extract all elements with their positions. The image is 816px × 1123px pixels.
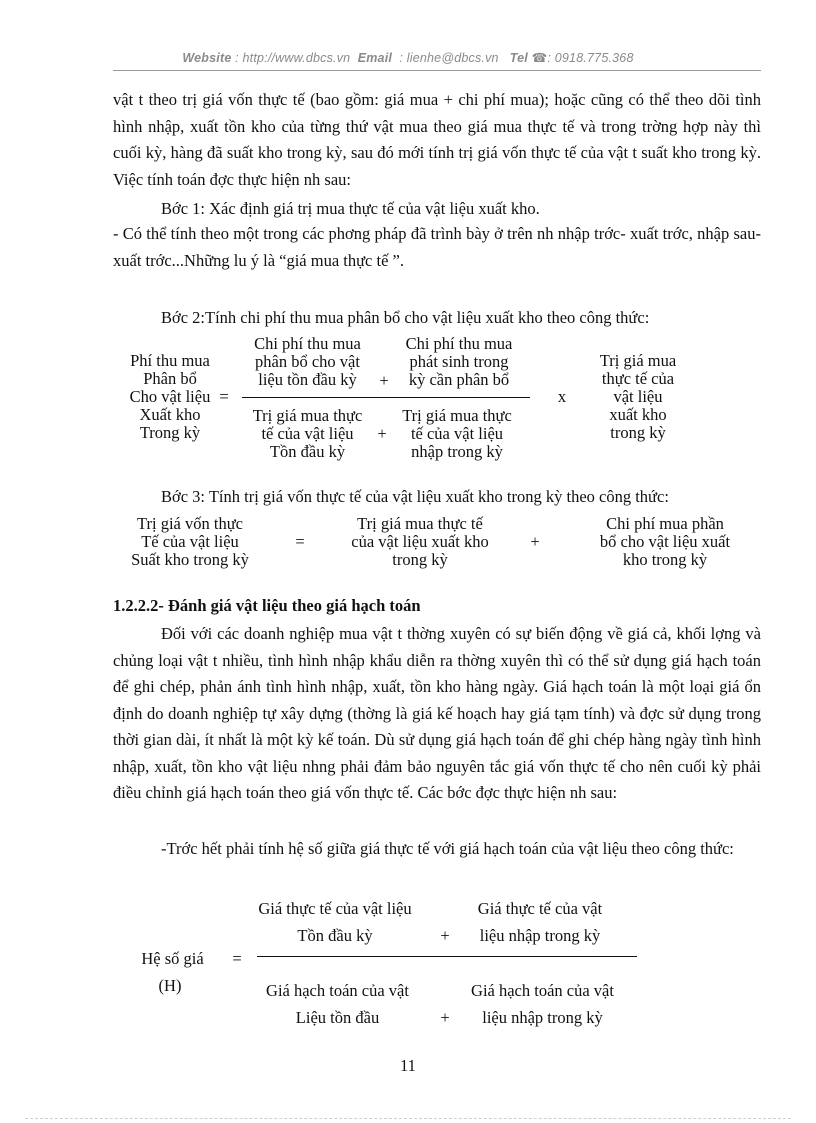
formula1-num-b-line: Chi phí thu mua <box>405 334 513 353</box>
formula2-a-line: Suất kho trong kỳ <box>131 550 249 569</box>
website-value: : http://www.dbcs.vn <box>235 51 351 65</box>
formula1-num-b-line: phát sinh trong <box>409 352 509 371</box>
formula3-left-2: (H) <box>158 976 182 995</box>
formula1-right-line: trong kỳ <box>610 423 666 442</box>
formula2-a-line: Trị giá vốn thực <box>137 514 243 533</box>
formula1-den-a-line: tế của vật liệu <box>261 424 354 443</box>
formula2-c-line: kho trong kỳ <box>622 550 708 569</box>
formula1-left-line: Xuất kho <box>139 405 201 424</box>
formula2-b-line: trong kỳ <box>392 550 448 569</box>
formula1-left-line: Phí thu mua <box>130 351 210 370</box>
formula1-times: x <box>557 387 567 406</box>
formula3-num-a <box>245 895 425 949</box>
formula1-den-b <box>392 407 522 461</box>
formula1-den-a <box>240 407 375 461</box>
formula2-c <box>580 515 750 569</box>
formula2-plus: + <box>530 532 540 551</box>
header-divider <box>113 70 761 71</box>
formula1-equals: = <box>219 387 229 406</box>
formula1-num-b <box>394 335 524 389</box>
footer-divider <box>25 1118 791 1119</box>
formula3-num-plus: + <box>440 926 450 945</box>
formula3-num-b-line: liệu nhập trong kỳ <box>479 926 601 945</box>
formula1-num-a-line: phân bổ cho vật <box>255 352 360 371</box>
formula1-num-a <box>240 335 375 389</box>
formula1-right-line: vật liệu <box>613 387 663 406</box>
formula2-equals: = <box>295 532 305 551</box>
formula2-c-line: Chi phí mua phần <box>606 514 724 533</box>
website-label: Website <box>182 51 232 65</box>
formula1-fraction-bar <box>242 397 530 398</box>
step-2: Bớc 2:Tính chi phí thu mua phân bổ cho vật liệu xuất kho theo công thức: <box>161 308 650 327</box>
formula1-num-a-line: liệu tồn đầu kỳ <box>258 370 357 389</box>
formula2-a <box>110 515 270 569</box>
formula3-num-a-line: Tồn đầu kỳ <box>297 926 373 945</box>
formula3-equals: = <box>232 949 242 968</box>
formula1-den-b-line: Trị giá mua thực <box>402 406 512 425</box>
formula1-den-b-line: tế của vật liệu <box>410 424 504 443</box>
formula1-right-line: thực tế của <box>601 369 675 388</box>
email-value: : lienhe@dbcs.vn <box>399 51 499 65</box>
formula3-left-1: Hệ số giá <box>141 949 204 968</box>
formula1-den-plus: + <box>377 424 387 443</box>
formula1-left-line: Phân bổ <box>143 369 197 388</box>
formula1-left-line: Trong kỳ <box>139 423 201 442</box>
formula1-num-plus: + <box>379 371 389 390</box>
formula1-num-b-line: kỳ cần phân bổ <box>408 370 510 389</box>
tel-value: ☎: 0918.775.368 <box>531 51 634 65</box>
formula3-den-a <box>245 977 430 1031</box>
formula3-num-b-line: Giá thực tế của vật <box>477 899 603 918</box>
formula1-den-a-line: Trị giá mua thực <box>252 406 363 425</box>
formula3-fraction-bar <box>257 956 637 957</box>
formula3-den-plus: + <box>440 1008 450 1027</box>
email-label: Email <box>357 51 393 65</box>
step-1: Bớc 1: Xác định giá trị mua thực tế của vật liệu xuất kho. <box>161 199 540 218</box>
formula1-den-b-line: nhập trong kỳ <box>411 442 503 461</box>
paragraph-2: Đối với các doanh nghiệp mua vật t thờng xuyên có sự biến động về giá cả, khối lợng và chủng loại vật t nhiều, tình hình nhập khẩu diễn ra thờng xuyên thì có thể sử dụng giá hạch toán để ghi chép, phản ánh tình hình nhập, xuất, tồn kho hàng ngày. Giá hạch toán là một loại giá ổn định do doanh nghiệp tự xây dựng (thờng là giá kế hoạch hay giá tạm tính) và đợc sử dụng trong thời gian dài, ít nhất là một kỳ kế toán. Dù sử dụng giá hạch toán để ghi chép hàng ngày tình hình nhập, xuất, tồn kho vật liệu nhng phải đảm bảo nguyên tắc giá vốn thực tế cho nên cuối kỳ phải điều chỉnh giá hạch toán theo giá vốn thực tế. Các bớc đợc thực hiện nh sau: <box>113 624 761 802</box>
note-1: - Có thể tính theo một trong các phơng pháp đã trình bày ở trên nh nhập trớc- xuất trớc, nhập sau- xuất trớc...Những lu ý là “giá mua thực tế ”. <box>113 224 761 270</box>
formula2-b-line: Trị giá mua thực tế <box>357 514 483 533</box>
formula3-den-a-line: Giá hạch toán của vật <box>266 981 409 1000</box>
formula1-right-line: xuất kho <box>609 405 667 424</box>
formula1-left <box>110 352 230 442</box>
page-number: 11 <box>400 1056 416 1075</box>
formula3-den-a-line: Liệu tồn đầu <box>295 1008 380 1027</box>
paragraph-3: -Trớc hết phải tính hệ số giữa giá thực tế với giá hạch toán của vật liệu theo công thức: <box>161 839 734 858</box>
step-3: Bớc 3: Tính trị giá vốn thực tế của vật liệu xuất kho trong kỳ theo công thức: <box>161 487 669 506</box>
paragraph-1: vật t theo trị giá vốn thực tế (bao gồm: giá mua + chi phí mua); hoặc cũng có thể theo dõi tình hình nhập, xuất tồn kho của từng thứ vật mua theo giá mua thực tế và trong trờng hợp này thì cuối kỳ, hàng đã suất kho trong kỳ, sau đó mới tính trị giá vốn thực tế của vật t suất kho trong kỳ. Việc tính toán đợc thực hiện nh sau: <box>113 90 761 189</box>
formula1-den-a-line: Tồn đầu kỳ <box>269 442 346 461</box>
formula1-left-line: Cho vật liệu <box>129 387 211 406</box>
formula1-right <box>578 352 698 442</box>
section-heading: 1.2.2.2- Đánh giá vật liệu theo giá hạch toán <box>113 596 421 615</box>
formula2-c-line: bổ cho vật liệu xuất <box>599 532 731 551</box>
formula3-den-b-line: Giá hạch toán của vật <box>471 981 614 1000</box>
formula3-den-b-line: liệu nhập trong kỳ <box>482 1008 603 1027</box>
formula2-b-line: của vật liệu xuất kho <box>351 532 489 551</box>
page-header <box>0 50 816 65</box>
formula1-num-a-line: Chi phí thu mua <box>254 334 361 353</box>
formula3-num-a-line: Giá thực tế của vật liệu <box>258 899 412 918</box>
formula3-num-b <box>460 895 620 949</box>
formula1-right-line: Trị giá mua <box>599 351 677 370</box>
formula2-b <box>330 515 510 569</box>
formula2-a-line: Tế của vật liệu <box>141 532 239 551</box>
tel-label: Tel <box>509 51 528 65</box>
formula3-den-b <box>455 977 630 1031</box>
